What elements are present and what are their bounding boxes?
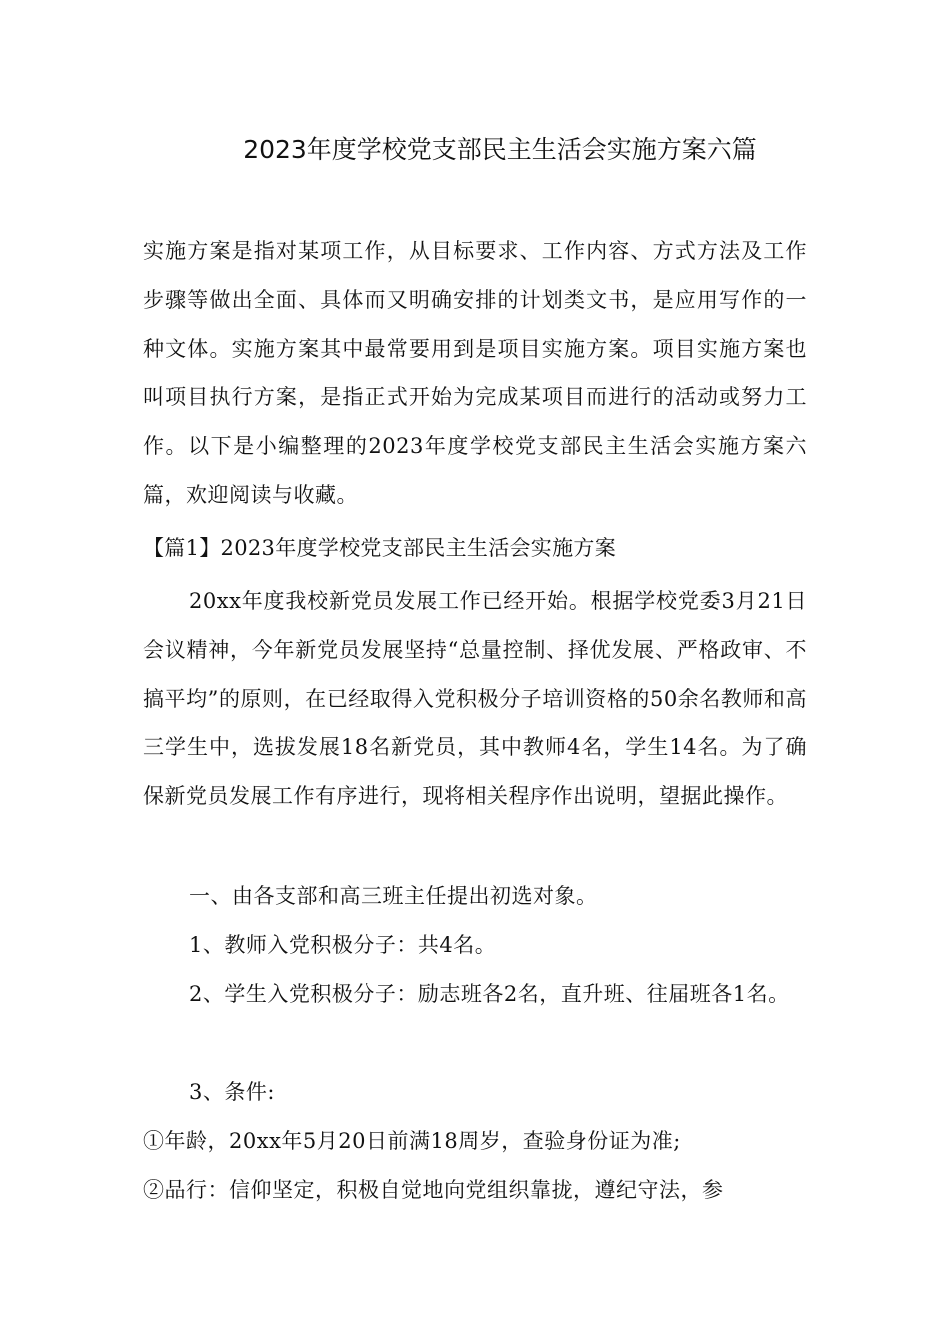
condition-conduct: ②品行：信仰坚定，积极自觉地向党组织靠拢，遵纪守法，参 [143,1178,724,1202]
section-heading: 【篇1】2023年度学校党支部民主生活会实施方案 [143,536,617,560]
condition-age: ①年龄，20xx年5月20日前满18周岁，查验身份证为准; [143,1129,681,1153]
body-paragraph-1: 20xx年度我校新党员发展工作已经开始。根据学校党委3月21日会议精神，今年新党员发展坚持“总量控制、择优发展、严格政审、不搞平均”的原则，在已经取得入党积极分子培训资格的50余名教师和高三学生中，选拔发展18名新党员，其中教师4名，学生14名。为了确保新党员发展工作有序进行，现将相关程序作出说明，望据此操作。 [143,589,807,809]
list-item-2: 2、学生入党积极分子：励志班各2名，直升班、往届班各1名。 [189,982,790,1006]
intro-paragraph: 实施方案是指对某项工作，从目标要求、工作内容、方式方法及工作步骤等做出全面、具体而又明确安排的计划类文书，是应用写作的一种文体。实施方案其中最常要用到是项目实施方案。项目实施方案也叫项目执行方案，是指正式开始为完成某项目而进行的活动或努力工作。以下是小编整理的2023年度学校党支部民主生活会实施方案六篇，欢迎阅读与收藏。 [143,239,807,507]
list-item-1: 1、教师入党积极分子：共4名。 [189,933,497,957]
list-item-one: 一、由各支部和高三班主任提出初选对象。 [189,884,598,908]
document-title: 2023年度学校党支部民主生活会实施方案六篇 [243,135,757,164]
list-item-3: 3、条件: [189,1080,275,1104]
